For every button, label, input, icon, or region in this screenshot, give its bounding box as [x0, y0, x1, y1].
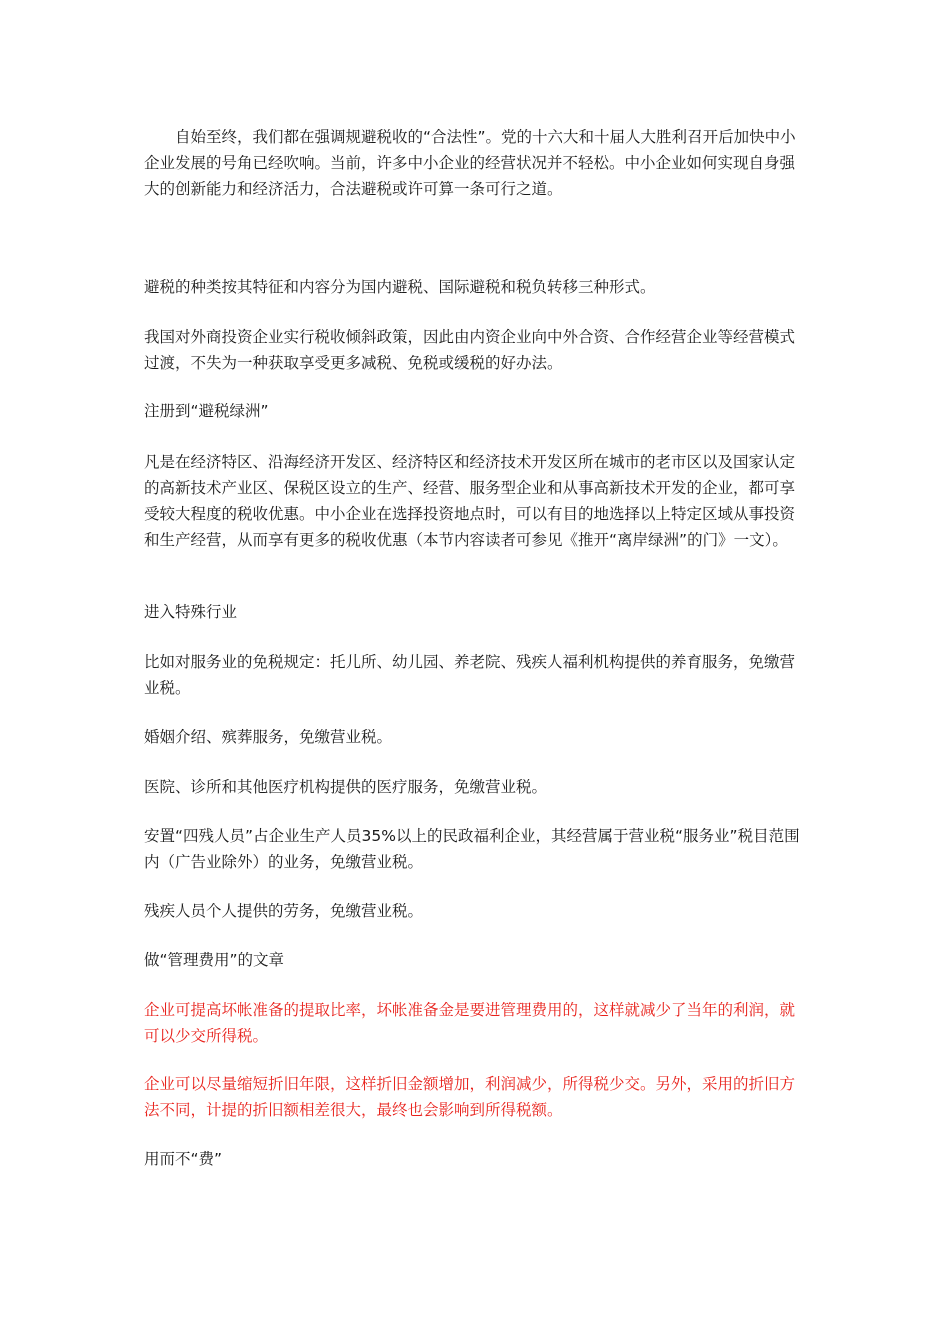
- paragraph-depreciation: 企业可以尽量缩短折旧年限，这样折旧金额增加，利润减少，所得税少交。另外，采用的折旧方法不同，计提的折旧额相差很大，最终也会影响到所得税额。: [144, 1075, 796, 1119]
- heading-industry: 进入特殊行业: [144, 603, 238, 621]
- heading-use-not-spend: 用而不“费”: [144, 1150, 223, 1168]
- paragraph-bad-debt: 企业可提高坏帐准备的提取比率，坏帐准备金是要进管理费用的，这样就减少了当年的利润，就可以少交所得税。: [144, 1001, 796, 1045]
- paragraph-disabled-labor: 残疾人员个人提供的劳务，免缴营业税。: [144, 902, 424, 920]
- heading-management-fees: 做“管理费用”的文章: [144, 951, 285, 969]
- paragraph-medical: 医院、诊所和其他医疗机构提供的医疗服务，免缴营业税。: [144, 778, 548, 796]
- paragraph-special-zones: 凡是在经济特区、沿海经济开发区、经济特区和经济技术开发区所在城市的老市区以及国家认定的高新技术产业区、保税区设立的生产、经营、服务型企业和从事高新技术开发的企业，都可享受较大程度的税收优惠。中小企业在选择投资地点时，可以有目的地选择以上特定区域从事投资和生产经营，从而享有更多的税收优惠（本节内容读者可参见《推开“离岸绿洲”的门》一文）。: [144, 453, 796, 549]
- paragraph-foreign-investment: 我国对外商投资企业实行税收倾斜政策，因此由内资企业向中外合资、合作经营企业等经营模式过渡，不失为一种获取享受更多减税、免税或缓税的好办法。: [144, 328, 796, 372]
- paragraph-service-exemption: 比如对服务业的免税规定：托儿所、幼儿园、养老院、残疾人福利机构提供的养育服务，免缴营业税。: [144, 653, 796, 697]
- paragraph-disabled-employment: 安置“四残人员”占企业生产人员35%以上的民政福利企业，其经营属于营业税“服务业”税目范围内（广告业除外）的业务，免缴营业税。: [144, 827, 800, 871]
- paragraph-types: 避税的种类按其特征和内容分为国内避税、国际避税和税负转移三种形式。: [144, 278, 656, 296]
- paragraph-marriage-funeral: 婚姻介绍、殡葬服务，免缴营业税。: [144, 728, 393, 746]
- heading-oasis: 注册到“避税绿洲”: [144, 402, 269, 420]
- paragraph-intro: 自始至终，我们都在强调规避税收的“合法性”。党的十六大和十届人大胜利召开后加快中小企业发展的号角已经吹响。当前，许多中小企业的经营状况并不轻松。中小企业如何实现自身强大的创新能力和经济活力，合法避税或许可算一条可行之道。: [144, 128, 796, 198]
